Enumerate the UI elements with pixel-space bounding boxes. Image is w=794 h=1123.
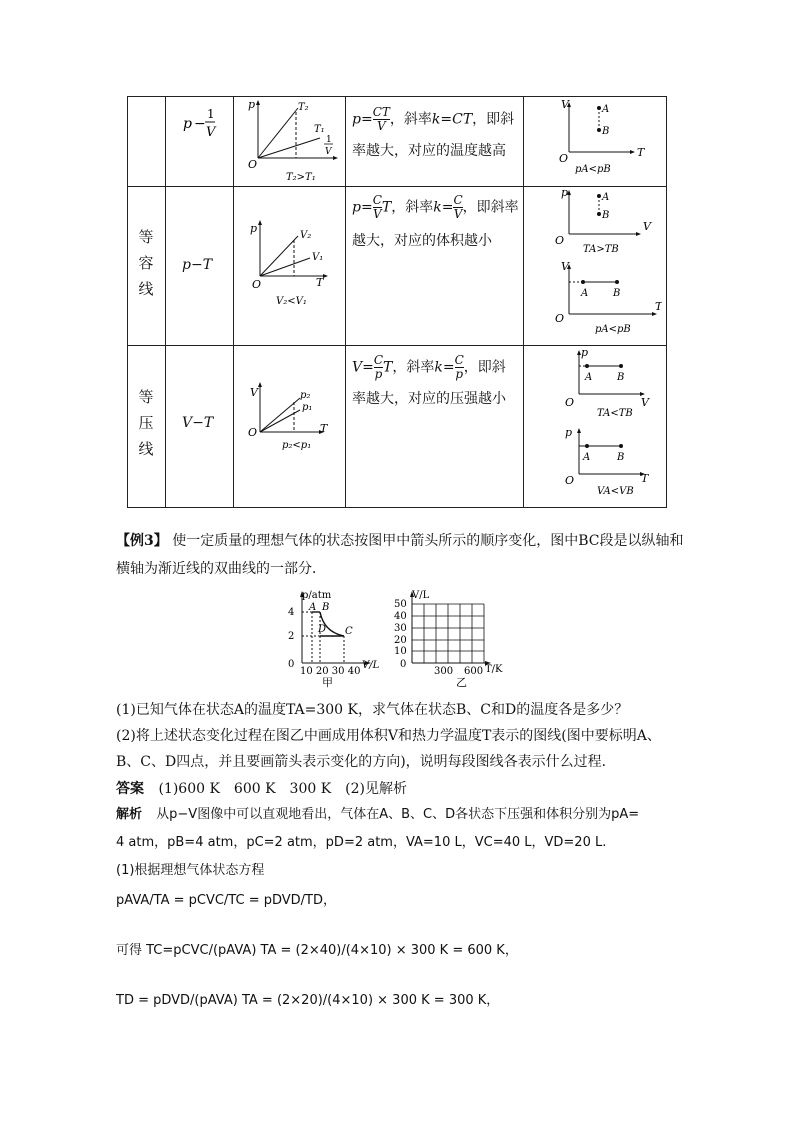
svg-text:B: B xyxy=(613,288,621,299)
svg-text:B: B xyxy=(322,602,330,613)
row1-example-graph xyxy=(547,100,657,184)
svg-text:O: O xyxy=(565,396,575,409)
solution-step1: (1)根据理想气体状态方程 xyxy=(116,863,265,878)
svg-text:V: V xyxy=(561,100,569,111)
equation-3: TD = pDVD/(pAVA) TA = (2×20)/(4×10) × 300 K = 300 K， xyxy=(116,993,500,1008)
svg-text:O: O xyxy=(248,158,258,171)
example-tag: 【例3】 xyxy=(116,533,168,549)
gas-graph-table xyxy=(127,96,667,508)
row3-graph-type: V−T xyxy=(182,415,214,431)
svg-text:p₂: p₂ xyxy=(300,390,311,401)
svg-text:TA>TB: TA>TB xyxy=(583,244,619,255)
svg-text:p: p xyxy=(565,426,573,439)
svg-text:V: V xyxy=(643,220,651,233)
svg-text:O: O xyxy=(555,234,565,247)
row2-graph-type: p−T xyxy=(182,257,213,273)
svg-text:V: V xyxy=(561,260,569,273)
row1-graph-type xyxy=(181,106,231,151)
svg-text:V: V xyxy=(641,396,649,409)
svg-text:V/L: V/L xyxy=(362,660,380,671)
svg-text:T: T xyxy=(641,472,649,485)
row3-category: 等 压 线 xyxy=(138,388,154,458)
svg-text:A: A xyxy=(585,372,593,383)
svg-text:T: T xyxy=(320,422,328,435)
question-2b: B、C、D四点，并且要画箭头表示变化的方向)，说明每段图线各表示什么过程． xyxy=(116,754,616,770)
svg-text:B: B xyxy=(617,452,625,463)
svg-text:T: T xyxy=(655,300,662,313)
svg-text:T: T xyxy=(316,276,324,289)
analysis-line1: 解析 从p−V图像中可以直观地看出，气体在A、B、C、D各状态下压强和体积分别为pA= xyxy=(116,807,640,822)
svg-text:乙: 乙 xyxy=(456,676,467,689)
svg-text:10: 10 xyxy=(394,646,407,657)
svg-text:V/L: V/L xyxy=(412,590,430,601)
svg-text:p₁: p₁ xyxy=(302,402,313,413)
example-line1: 【例3】 使一定质量的理想气体的状态按图甲中箭头所示的顺序变化，图中BC段是以纵轴和 xyxy=(116,533,684,549)
svg-text:C: C xyxy=(345,626,353,637)
question-2a: (2)将上述状态变化过程在图乙中画成用体积V和热力学温度T表示的图线(图中要标明A、 xyxy=(116,728,661,744)
svg-text:O: O xyxy=(559,152,569,165)
p-over-1v-label xyxy=(181,106,231,146)
svg-text:V: V xyxy=(250,386,258,399)
svg-text:p: p xyxy=(250,222,258,235)
svg-text:30: 30 xyxy=(394,623,407,634)
svg-text:p: p xyxy=(581,348,589,359)
svg-text:2: 2 xyxy=(288,631,295,642)
svg-text:T/K: T/K xyxy=(485,664,503,675)
svg-text:B: B xyxy=(602,126,610,137)
question-1: (1)已知气体在状态A的温度TA=300 K，求气体在状态B、C和D的温度各是多少？ xyxy=(116,702,629,718)
row3-desc-line2: 率越大，对应的压强越小 xyxy=(352,391,506,407)
svg-text:4: 4 xyxy=(288,607,295,618)
row1-graph xyxy=(240,98,340,184)
row2-example-graphs xyxy=(547,188,662,342)
svg-text:T₂>T₁: T₂>T₁ xyxy=(286,172,316,183)
svg-text:A: A xyxy=(309,602,317,613)
row3-example-graphs xyxy=(547,348,662,504)
svg-text:V₁: V₁ xyxy=(312,252,324,263)
svg-text:p: p xyxy=(183,116,192,132)
row2-category: 等 容 线 xyxy=(138,228,154,298)
svg-text:A: A xyxy=(602,192,610,203)
equation-1: pAVA/TA = pCVC/TC = pDVD/TD， xyxy=(116,893,336,908)
svg-text:O: O xyxy=(555,312,565,325)
svg-text:−: − xyxy=(194,116,206,132)
svg-text:pA<pB: pA<pB xyxy=(575,164,611,175)
svg-text:p: p xyxy=(561,188,569,199)
svg-text:600: 600 xyxy=(464,666,484,677)
svg-text:O: O xyxy=(565,474,575,487)
svg-text:O: O xyxy=(252,278,262,291)
svg-text:V: V xyxy=(206,125,216,140)
svg-text:1: 1 xyxy=(207,107,215,121)
svg-text:40: 40 xyxy=(394,611,407,622)
svg-text:10 20 30 40: 10 20 30 40 xyxy=(300,666,361,677)
svg-text:p₂<p₁: p₂<p₁ xyxy=(282,440,312,451)
answer: 答案 (1)600 K 600 K 300 K (2)见解析 xyxy=(116,781,408,797)
y-label: p xyxy=(248,98,256,111)
svg-text:V: V xyxy=(325,147,332,157)
svg-text:20: 20 xyxy=(394,635,407,646)
svg-text:T₂: T₂ xyxy=(298,102,309,113)
svg-text:A: A xyxy=(602,104,610,115)
row3-description: V= $\frac{C}{p}$ T，斜率k= $\frac{C}{p}$ ，即斜 xyxy=(352,353,506,381)
svg-text:A: A xyxy=(583,452,591,463)
svg-text:300: 300 xyxy=(434,666,454,677)
svg-text:0: 0 xyxy=(400,659,407,670)
svg-text:50: 50 xyxy=(394,599,407,610)
svg-text:V₂: V₂ xyxy=(300,230,312,241)
svg-text:pA<pB: pA<pB xyxy=(595,324,631,335)
svg-text:O: O xyxy=(248,426,258,439)
svg-text:B: B xyxy=(617,372,625,383)
svg-text:T: T xyxy=(637,146,645,159)
figure-jia xyxy=(282,588,388,690)
svg-text:T₁: T₁ xyxy=(314,124,325,135)
svg-text:A: A xyxy=(581,288,589,299)
row2-desc-line2: 越大，对应的体积越小 xyxy=(352,233,492,249)
svg-text:D: D xyxy=(318,624,327,635)
row2-graph xyxy=(240,216,340,326)
row2-description: p= $\frac{C}{V}$ T，斜率k= $\frac{C}{V}$ ，即斜率 xyxy=(352,193,519,221)
svg-text:TA<TB: TA<TB xyxy=(597,408,633,419)
equation-2: 可得 TC=pCVC/(pAVA) TA = (2×40)/(4×10) × 300 K = 600 K， xyxy=(116,943,518,958)
svg-text:p/atm: p/atm xyxy=(302,590,332,601)
svg-text:VA<VB: VA<VB xyxy=(597,486,634,497)
svg-text:B: B xyxy=(602,210,610,221)
row3-graph xyxy=(240,372,340,482)
svg-text:0: 0 xyxy=(288,659,295,670)
svg-text:甲: 甲 xyxy=(322,676,333,689)
svg-text:1: 1 xyxy=(326,135,332,145)
row1-desc-line2: 率越大，对应的温度越高 xyxy=(352,143,506,159)
analysis-line2: 4 atm，pB=4 atm，pC=2 atm，pD=2 atm，VA=10 L，VC=40 L，VD=20 L. xyxy=(116,835,607,850)
figure-yi xyxy=(392,588,504,690)
row1-description: p= $\frac{CT}{V}$ ，斜率k=CT，即斜 xyxy=(352,105,515,133)
example-line2: 横轴为渐近线的双曲线的一部分． xyxy=(116,561,326,577)
svg-text:V₂<V₁: V₂<V₁ xyxy=(276,296,307,307)
